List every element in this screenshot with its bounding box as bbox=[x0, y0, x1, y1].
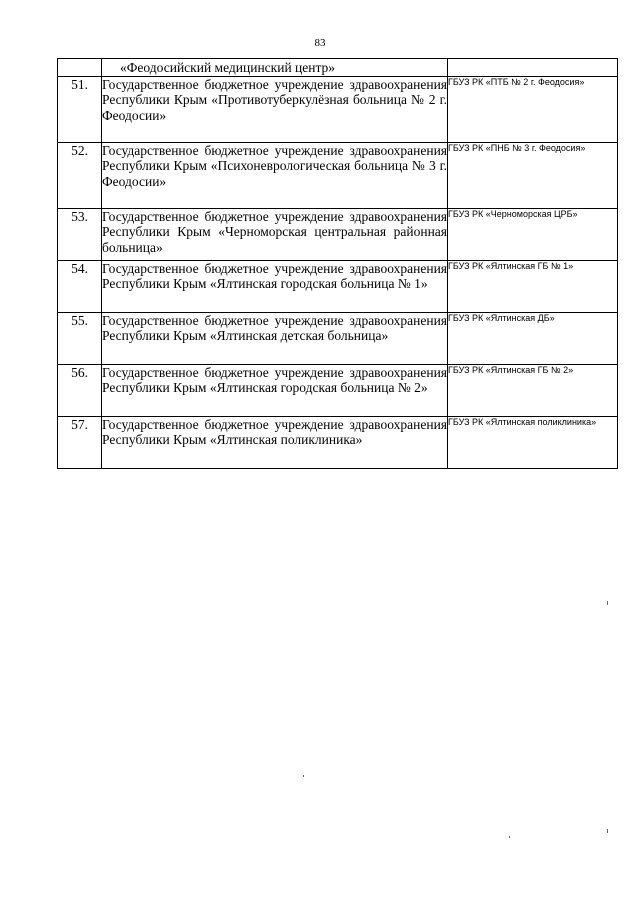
short-name-cell: ГБУЗ РК «ПНБ № 3 г. Феодосия» bbox=[448, 142, 618, 208]
short-name-cell: ГБУЗ РК «Ялтинская ГБ № 2» bbox=[448, 364, 618, 416]
full-name-text: «Феодосийский медицинский центр» bbox=[120, 60, 336, 75]
full-name-cell: Государственное бюджетное учреждение здравоохранения Республики Крым «Ялтинская городская больница № 1» bbox=[102, 260, 448, 312]
institutions-table bbox=[57, 58, 618, 469]
full-name-cell: Государственное бюджетное учреждение здравоохранения Республики Крым «Черноморская центральная районная больница» bbox=[102, 208, 448, 260]
table-row bbox=[58, 416, 618, 468]
table-row bbox=[58, 364, 618, 416]
table-row bbox=[58, 76, 618, 142]
row-number-cell: 54. bbox=[58, 260, 102, 312]
full-name-cell: Государственное бюджетное учреждение здравоохранения Республики Крым «Ялтинская детская больница» bbox=[102, 312, 448, 364]
row-number-cell: 51. bbox=[58, 76, 102, 142]
short-name-cell: ГБУЗ РК «Ялтинская ГБ № 1» bbox=[448, 260, 618, 312]
continuation-row bbox=[58, 59, 618, 77]
short-name-cell bbox=[448, 59, 618, 77]
full-name-cell bbox=[102, 59, 448, 77]
full-name-cell: Государственное бюджетное учреждение здравоохранения Республики Крым «Противотуберкулёзная больница № 2 г. Феодосии» bbox=[102, 76, 448, 142]
scan-speck bbox=[509, 836, 510, 838]
table-row bbox=[58, 312, 618, 364]
scan-speck bbox=[607, 829, 608, 833]
full-name-cell: Государственное бюджетное учреждение здравоохранения Республики Крым «Психоневрологическая больница № 3 г. Феодосии» bbox=[102, 142, 448, 208]
table-row bbox=[58, 208, 618, 260]
row-number-cell: 57. bbox=[58, 416, 102, 468]
page-number: 83 bbox=[314, 37, 326, 49]
short-name-cell: ГБУЗ РК «ПТБ № 2 г. Феодосия» bbox=[448, 76, 618, 142]
full-name-cell: Государственное бюджетное учреждение здравоохранения Республики Крым «Ялтинская городская больница № 2» bbox=[102, 364, 448, 416]
full-name-cell: Государственное бюджетное учреждение здравоохранения Республики Крым «Ялтинская поликлиника» bbox=[102, 416, 448, 468]
scan-speck bbox=[607, 601, 608, 605]
row-number-cell: 53. bbox=[58, 208, 102, 260]
short-name-cell: ГБУЗ РК «Черноморская ЦРБ» bbox=[448, 208, 618, 260]
table-row bbox=[58, 142, 618, 208]
row-number-cell: 56. bbox=[58, 364, 102, 416]
short-name-cell: ГБУЗ РК «Ялтинская поликлиника» bbox=[448, 416, 618, 468]
row-number-cell: 52. bbox=[58, 142, 102, 208]
scan-speck bbox=[303, 775, 304, 777]
row-number-cell: 55. bbox=[58, 312, 102, 364]
row-number-cell bbox=[58, 59, 102, 77]
short-name-cell: ГБУЗ РК «Ялтинская ДБ» bbox=[448, 312, 618, 364]
table-row bbox=[58, 260, 618, 312]
